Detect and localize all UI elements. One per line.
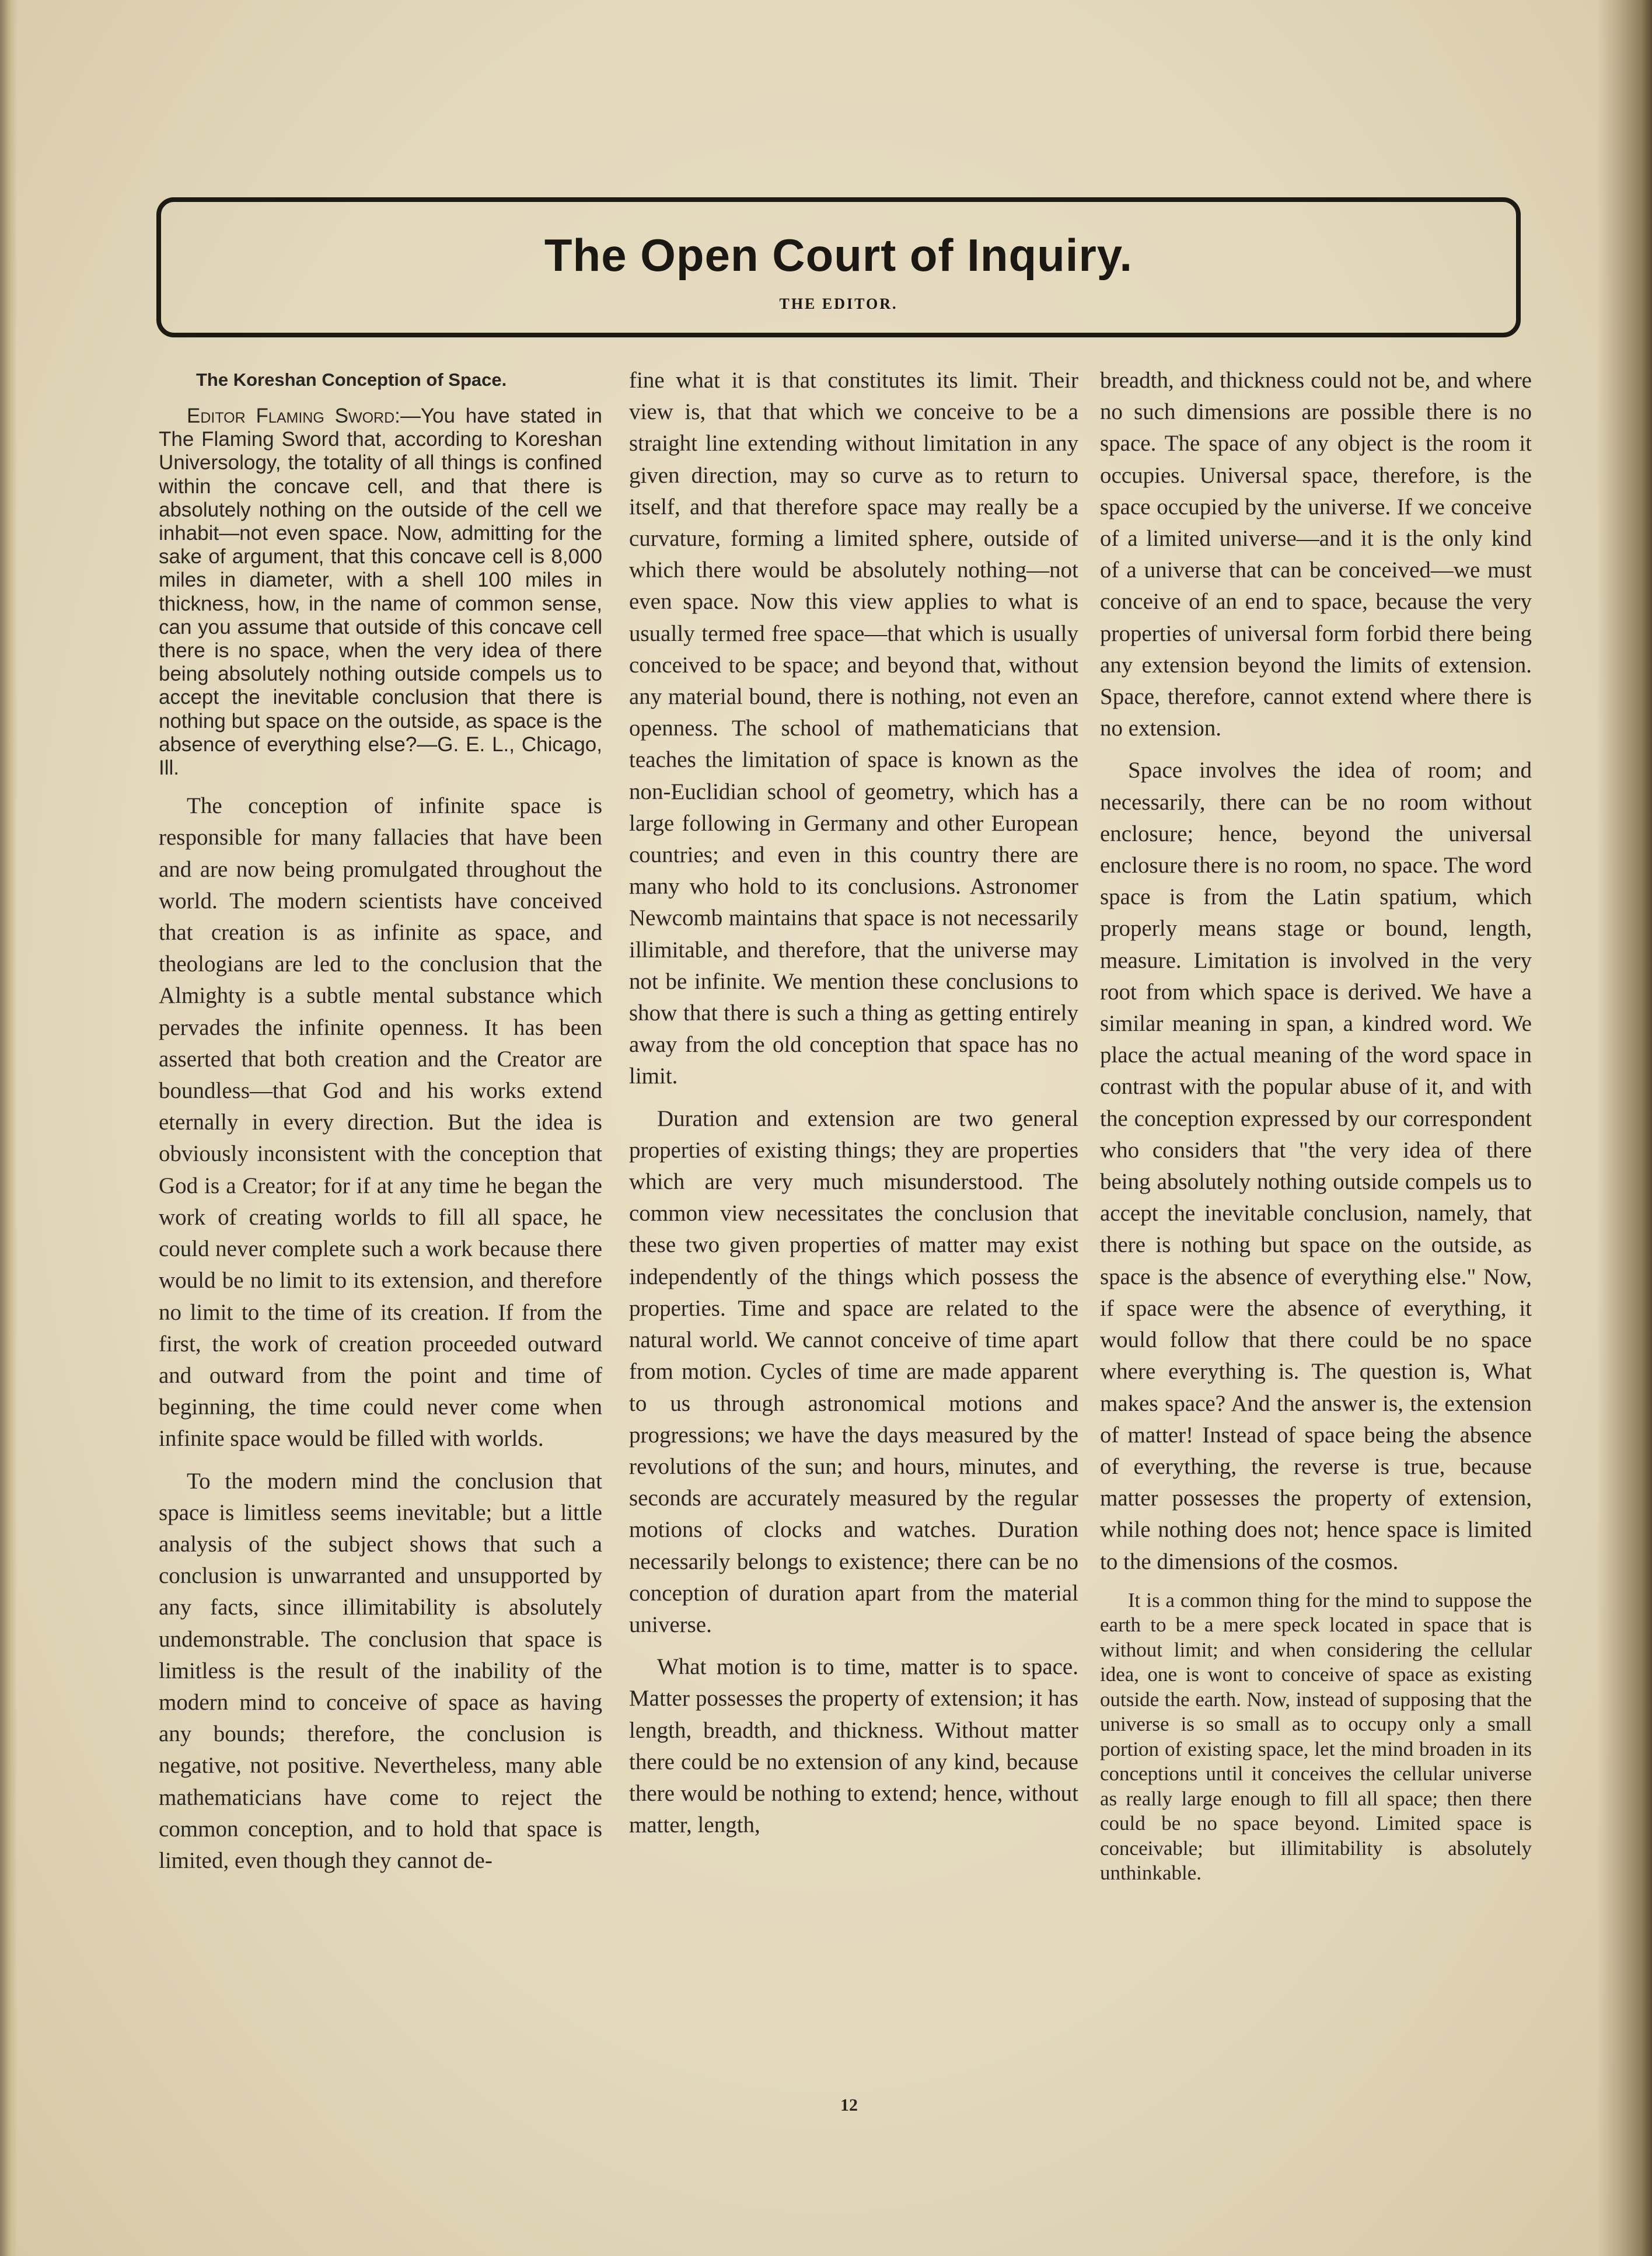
paragraph: fine what it is that constitutes its limit. Their view is, that that which we conceive to be a straight line extending without limitation in any given direction, may so curve as to return to itself, and that therefore space may really be a curvature, forming a limited sphere, outside of which there would be absolutely nothing—not even space. Now this view applies to what is usually termed free space—that which is usually conceived to be space; and beyond that, without any material bound, there is nothing, not even an openness. The school of mathematicians that teaches the limitation of space is known as the non-Euclidian school of geometry, which has a large following in Germany and other European countries; and even in this country there are many who hold to its conclusions. Astronomer Newcomb maintains that space is not necessarily illimitable, and therefore, that the universe may not be infinite. We mention these conclusions to show that there is such a thing as getting entirely away from the old conception that space has no limit. (629, 368, 1078, 1089)
article-title: The Koreshan Conception of Space. (196, 369, 507, 390)
column-2 (629, 365, 1078, 1851)
paragraph: Space involves the idea of room; and necessarily, there can be no room without enclosure; hence, beyond the universal enclosure there is no room, no space. The word space is from the Latin spatium, which properly means stage or bound, length, measure. Limitation is involved in the very root from which space is derived. We have a similar meaning in span, a kindred word. We place the actual meaning of the word space in contrast with the popular abuse of it, and with the conception expressed by our correspondent who considers that "the very idea of there being absolutely nothing outside compels us to accept the inevitable conclusion, namely, that there is nothing but space on the outside, as space is the absence of everything else." Now, if space were the absence of everything, it would follow that there could be no space where everything is. The question is, What makes space? And the answer is, the extension of matter! Instead of space being the absence of everything, the reverse is true, because matter possesses the property of extension, while nothing does not; hence space is limited to the dimensions of the cosmos. (1100, 758, 1532, 1574)
paragraph: The conception of infinite space is responsible for many fallacies that have been and are now being promulgated throughout the world. The modern scientists have conceived that creation is as infinite as space, and theologians are led to the conclusion that the Almighty is a subtle mental substance which pervades the infinite openness. It has been asserted that both creation and the Creator are boundless—that God and his works extend eternally in every direction. But the idea is obviously inconsistent with the conception that God is a Creator; for if at any time he began the work of creating worlds to fill all space, he could never complete such a work because there would be no limit to its extension, and therefore no limit to the time of its creation. If from the first, the work of creation proceeded outward and outward from the point and time of beginning, the time could never come when infinite space would be filled with worlds. (159, 793, 602, 1452)
page-edge-shadow (1597, 0, 1652, 2256)
page-subtitle: THE EDITOR. (779, 295, 898, 312)
letter-salutation: Editor Flaming Sword: (187, 405, 400, 427)
paragraph: breadth, and thickness could not be, and where no such dimensions are possible there is no space. The space of any object is the room it occupies. Universal space, therefore, is the space occupied by the universe. If we conceive of a limited universe—and it is the only kind of a universe that can be conceived—we must conceive of an end to space, because the very properties of universal form forbid there being any extension beyond the limits of extension. Space, therefore, cannot extend where there is no extension. (1100, 368, 1532, 741)
letter-body: —You have stated in The Flaming Sword that, according to Koreshan Universology, the totality of all things is confined within the concave cell, and that there is absolutely nothing on the outside of the cell we inhabit—not even space. Now, admitting for the sake of argument, that this concave cell is 8,000 miles in diameter, with a shell 100 miles in thickness, how, in the name of common sense, can you assume that outside of this concave cell there is no space, when the very idea of there being absolutely nothing outside compels us to accept the inevitable conclusion that there is nothing but space on the outside, as space is the absence of everything else?—G. E. L., Chicago, Ill. (159, 405, 603, 780)
page-number: 12 (840, 2095, 858, 2115)
paragraph: It is a common thing for the mind to suppose the earth to be a mere speck located in space that is without limit; and when considering the cellular idea, one is wont to conceive of space as existing outside the earth. Now, instead of supposing that the universe is so small as to occupy only a small portion of existing space, let the mind broaden in its conceptions until it conceives the cellular universe as really large enough to fill all space; then there could be no space beyond. Limited space is conceivable; but illimitability is absolutely unthinkable. (1100, 1588, 1532, 1885)
column-3 (1100, 365, 1532, 1896)
reader-letter (159, 405, 602, 780)
column-1 (159, 365, 602, 1887)
paragraph: To the modern mind the conclusion that space is limitless seems inevitable; but a little analysis of the subject shows that such a conclusion is unwarranted and unsupported by any facts, since illimitability is absolutely undemonstrable. The conclusion that space is limitless is the result of the inability of the modern mind to conceive of space as having any bounds; therefore, the conclusion is negative, not positive. Nevertheless, many able mathematicians have come to reject the common conception, and to hold that space is limited, even though they cannot de- (159, 1468, 602, 1873)
header-frame (156, 197, 1521, 337)
binding-shadow (0, 0, 18, 2256)
paragraph: Duration and extension are two general properties of existing things; they are properties which are very much misunderstood. The common view necessitates the conclusion that these two given properties of matter may exist independently of the things which possess the properties. Time and space are related to the natural world. We cannot conceive of time apart from motion. Cycles of time are made apparent to us through astronomical motions and progressions; we have the days measured by the revolutions of the sun; and hours, minutes, and seconds are accurately measured by the regular motions of clocks and watches. Duration necessarily belongs to existence; there can be no conception of duration apart from the material universe. (629, 1106, 1078, 1637)
paragraph: What motion is to time, matter is to space. Matter possesses the property of extension; it has length, breadth, and thickness. Without matter there could be no extension of any kind, because there would be nothing to extend; hence, without matter, length, (629, 1654, 1078, 1838)
page-title: The Open Court of Inquiry. (544, 229, 1133, 281)
